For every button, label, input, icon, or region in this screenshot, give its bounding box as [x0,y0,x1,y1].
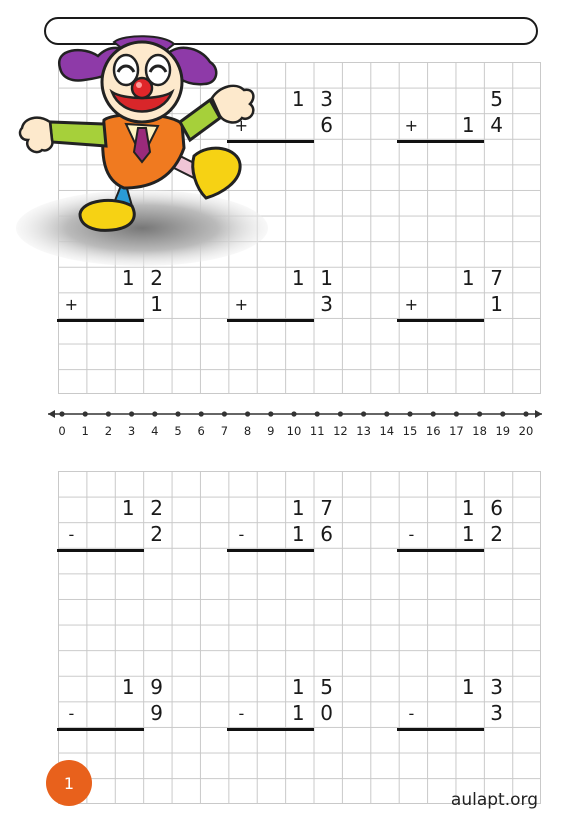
top-number-tens-digit: 1 [291,266,305,290]
top-number-units-digit: 7 [320,496,333,520]
bottom-number-tens-digit: 1 [291,700,305,725]
top-number-tens-digit: 1 [461,266,475,290]
number-line-point [106,411,111,416]
sum-line [227,549,314,552]
site-credit: aulapt.org [450,790,538,810]
number-line-point [315,411,320,416]
number-line-label: 20 [518,424,534,438]
top-number-units-digit: 1 [320,266,333,290]
sum-line [57,728,144,731]
number-line-point [222,411,227,416]
number-line-point [500,411,505,416]
number-line-label: 10 [286,424,302,438]
top-number-units-digit: 6 [490,496,503,520]
number-line-label: 4 [151,424,159,438]
sum-line [397,140,484,143]
plus-sign: + [404,115,419,135]
bottom-number-units-digit: 6 [320,112,333,137]
number-line-point [384,411,389,416]
number-line-label: 18 [472,424,487,438]
plus-sign: + [234,115,249,135]
bottom-number-units-digit: 1 [490,291,503,316]
number-line-label: 1 [81,424,89,438]
bottom-number-units-digit: 3 [490,700,503,725]
number-line-label: 11 [309,424,325,438]
sum-line [397,549,484,552]
minus-sign: - [408,703,415,723]
top-number-units-digit: 9 [150,675,163,699]
number-line-point [454,411,459,416]
sum-line [227,140,314,143]
bottom-number-units-digit: 9 [150,700,163,725]
number-line-point [199,411,204,416]
bottom-number-units-digit: 2 [490,521,503,546]
number-line-point [291,411,296,416]
bottom-number-tens-digit: 1 [461,112,475,137]
bottom-number-units-digit: 0 [320,700,333,725]
top-number-units-digit: 5 [320,675,333,699]
number-line-point [361,411,366,416]
number-line-point [83,411,88,416]
plus-sign: + [404,294,419,314]
minus-sign: - [238,524,245,544]
bottom-number-units-digit: 3 [320,291,333,316]
number-line-label: 7 [220,424,229,438]
plus-sign: + [64,294,79,314]
sum-line [57,549,144,552]
top-number-tens-digit: 1 [121,266,135,290]
bottom-number-tens-digit: 1 [461,521,475,546]
bottom-number-units-digit: 4 [490,112,503,137]
page-number: 1 [63,773,75,793]
top-number-tens-digit: 1 [461,496,475,520]
number-line-point [407,411,412,416]
top-number-units-digit: 5 [490,87,503,111]
plus-sign: + [234,294,249,314]
number-line-point [477,411,482,416]
clown-illustration [14,28,274,273]
minus-sign: - [68,524,75,544]
number-line-point [175,411,180,416]
top-number-units-digit: 3 [490,675,503,699]
number-line-label: 5 [174,424,182,438]
sum-line [227,728,314,731]
top-number-tens-digit: 1 [121,496,135,520]
top-number-tens-digit: 1 [291,675,305,699]
top-number-units-digit: 2 [150,496,163,520]
number-line-label: 16 [425,424,441,438]
sum-line [227,319,314,322]
number-line-label: 13 [356,424,371,438]
page-number-badge [46,760,92,806]
sum-line [57,319,144,322]
minus-sign: - [408,524,415,544]
number-line-point [129,411,134,416]
number-line [46,404,546,444]
number-line-label: 0 [58,424,66,438]
bottom-number-units-digit: 2 [150,521,163,546]
sum-line [397,728,484,731]
number-line-point [59,411,64,416]
arrow-left-icon [48,410,55,418]
top-number-tens-digit: 1 [291,87,305,111]
number-line-label: 12 [333,424,348,438]
number-line-label: 14 [379,424,395,438]
top-number-units-digit: 2 [150,266,163,290]
number-line-point [245,411,250,416]
bottom-number-units-digit: 6 [320,521,333,546]
number-line-point [338,411,343,416]
number-line-label: 6 [197,424,205,438]
minus-sign: - [68,703,75,723]
number-line-point [431,411,436,416]
arrow-right-icon [535,410,542,418]
number-line-point [523,411,528,416]
bottom-number-tens-digit: 1 [291,521,305,546]
number-line-point [268,411,273,416]
sum-line [397,319,484,322]
top-number-tens-digit: 1 [291,496,305,520]
number-line-label: 3 [127,424,136,438]
top-number-units-digit: 7 [490,266,503,290]
number-line-label: 17 [449,424,464,438]
top-number-units-digit: 3 [320,87,333,111]
bottom-number-units-digit: 1 [150,291,163,316]
number-line-label: 19 [495,424,511,438]
number-line-label: 9 [267,424,275,438]
minus-sign: - [238,703,245,723]
number-line-point [152,411,157,416]
number-line-label: 2 [104,424,113,438]
number-line-label: 15 [402,424,418,438]
number-line-label: 8 [243,424,252,438]
top-number-tens-digit: 1 [121,675,135,699]
top-number-tens-digit: 1 [461,675,475,699]
